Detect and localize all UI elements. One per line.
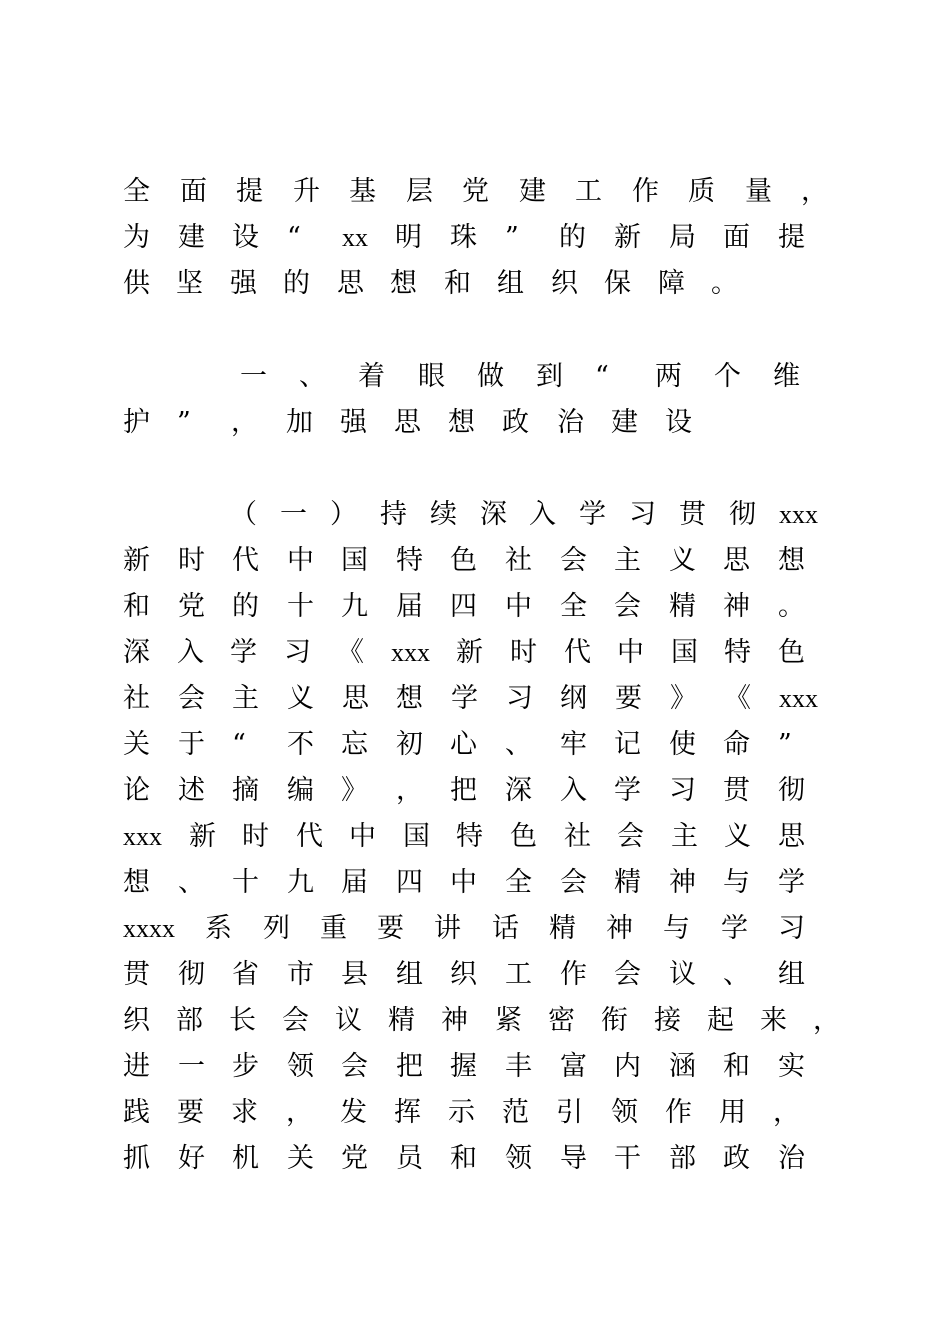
glyph: 强 [340,407,367,438]
glyph: ， [773,1097,800,1128]
glyph: 纲 [560,683,587,714]
glyph: 要 [615,683,642,714]
glyph: 精 [614,867,641,898]
glyph: 设 [665,407,692,438]
glyph: 、 [505,729,532,760]
glyph: 的 [559,222,586,253]
glyph: “ [595,361,609,392]
glyph: 时 [242,821,269,852]
glyph: 社 [564,821,591,852]
glyph: 牢 [560,729,587,760]
glyph: 彻 [178,959,205,990]
glyph: 组 [396,959,423,990]
body-line [0,725,950,765]
glyph: 和 [123,591,150,622]
glyph: 习 [284,637,311,668]
glyph: 一 [280,499,307,530]
glyph: 县 [341,959,368,990]
glyph: 来 [760,1005,787,1036]
glyph: 神 [441,1005,468,1036]
body-line [0,633,950,673]
glyph: ， [813,1005,840,1036]
latin-token: xxx [123,822,162,851]
glyph: 深 [123,637,150,668]
glyph: 国 [341,545,368,576]
glyph: 使 [669,729,696,760]
glyph: 、 [299,361,326,392]
glyph: 坚 [176,268,203,299]
glyph: 用 [719,1097,746,1128]
glyph: 色 [510,821,537,852]
glyph: 干 [614,1143,641,1174]
glyph: 政 [723,1143,750,1174]
glyph: ， [231,407,258,438]
glyph: 中 [617,637,644,668]
body-line [0,679,950,719]
glyph: 国 [671,637,698,668]
intro-line [0,218,950,258]
glyph: 全 [560,591,587,622]
glyph: 内 [614,1051,641,1082]
glyph: 全 [123,176,150,207]
glyph: 要 [177,1097,204,1128]
glyph: 局 [669,222,696,253]
glyph: 特 [456,821,483,852]
glyph: 系 [205,913,232,944]
glyph: 组 [497,268,524,299]
glyph: 引 [556,1097,583,1128]
glyph: 会 [560,545,587,576]
glyph: 会 [560,867,587,898]
glyph: 持 [380,499,407,530]
glyph: 思 [778,821,805,852]
glyph: 和 [723,1051,750,1082]
glyph: 领 [505,1143,532,1174]
glyph: 党 [462,176,489,207]
body-line [0,909,950,949]
glyph: 和 [450,1143,477,1174]
glyph: 抓 [123,1143,150,1174]
glyph: 设 [232,222,259,253]
glyph: 建 [611,407,638,438]
glyph: 作 [560,959,587,990]
latin-token: xx [342,223,368,252]
glyph: 贯 [723,775,750,806]
glyph: 眼 [418,361,445,392]
glyph: 接 [654,1005,681,1036]
body-line [0,1001,950,1041]
glyph: 习 [506,683,533,714]
glyph: 新 [123,545,150,576]
glyph: （ [230,499,257,530]
glyph: 不 [287,729,314,760]
glyph: 届 [396,591,423,622]
body-line [0,863,950,903]
glyph: 学 [451,683,478,714]
glyph: 时 [510,637,537,668]
glyph: 义 [669,545,696,576]
body-line [0,1047,950,1087]
glyph: 四 [450,591,477,622]
glyph: 特 [724,637,751,668]
latin-token: xxx [391,638,430,667]
glyph: 代 [232,545,259,576]
glyph: 织 [123,1005,150,1036]
glyph: 提 [236,176,263,207]
glyph: 思 [394,407,421,438]
glyph: 的 [283,268,310,299]
glyph: 把 [450,775,477,806]
glyph: 保 [604,268,631,299]
glyph: 示 [448,1097,475,1128]
body-line [0,587,950,627]
body-line [0,771,950,811]
glyph: 维 [773,361,800,392]
glyph: 想 [390,268,417,299]
glyph: 九 [287,867,314,898]
glyph: 践 [123,1097,150,1128]
glyph: 关 [287,1143,314,1174]
glyph: 党 [341,1143,368,1174]
glyph: 话 [492,913,519,944]
glyph: 关 [123,729,150,760]
glyph: 个 [714,361,741,392]
glyph: 《 [337,637,364,668]
glyph: 重 [320,913,347,944]
glyph: 编 [287,775,314,806]
glyph: 议 [335,1005,362,1036]
glyph: 讲 [434,913,461,944]
glyph: 省 [232,959,259,990]
glyph: 四 [396,867,423,898]
glyph: 会 [178,683,205,714]
glyph: 记 [614,729,641,760]
glyph: 紧 [495,1005,522,1036]
body-line [0,1093,950,1133]
glyph: 工 [575,176,602,207]
glyph: 发 [340,1097,367,1128]
glyph: 心 [450,729,477,760]
glyph: 的 [232,591,259,622]
section-heading-line [0,403,950,443]
glyph: ， [396,775,423,806]
glyph: 代 [296,821,323,852]
glyph: 。 [778,591,805,622]
glyph: 、 [178,867,205,898]
glyph: 贯 [679,499,706,530]
glyph: 学 [721,913,748,944]
glyph: 社 [505,545,532,576]
glyph: 步 [232,1051,259,1082]
glyph: 升 [293,176,320,207]
glyph: 入 [529,499,556,530]
glyph: 长 [229,1005,256,1036]
glyph: 丰 [505,1051,532,1082]
glyph: 时 [178,545,205,576]
glyph: 治 [778,1143,805,1174]
glyph: 要 [377,913,404,944]
glyph: 精 [669,591,696,622]
glyph: 国 [403,821,430,852]
glyph: 求 [231,1097,258,1128]
glyph: 新 [189,821,216,852]
glyph: 贯 [123,959,150,990]
glyph: 与 [663,913,690,944]
glyph: 会 [614,959,641,990]
glyph: 组 [778,959,805,990]
glyph: 实 [778,1051,805,1082]
body-line [0,495,950,535]
glyph: 好 [178,1143,205,1174]
glyph: 十 [287,591,314,622]
glyph: 为 [123,222,150,253]
glyph: 会 [282,1005,309,1036]
latin-token: xxxx [123,914,175,943]
glyph: 障 [658,268,685,299]
glyph: 初 [396,729,423,760]
glyph: 面 [180,176,207,207]
glyph: 述 [178,775,205,806]
glyph: 新 [456,637,483,668]
glyph: 工 [505,959,532,990]
glyph: 把 [396,1051,423,1082]
glyph: 命 [723,729,750,760]
glyph: 中 [505,591,532,622]
glyph: 彻 [729,499,756,530]
body-line [0,1139,950,1179]
glyph: 社 [123,683,150,714]
glyph: 特 [396,545,423,576]
glyph: 会 [341,1051,368,1082]
glyph: 市 [287,959,314,990]
glyph: ， [286,1097,313,1128]
glyph: 学 [579,499,606,530]
glyph: 与 [723,867,750,898]
glyph: 提 [778,222,805,253]
glyph: 中 [349,821,376,852]
glyph: 治 [557,407,584,438]
glyph: 一 [240,361,267,392]
glyph: 衔 [601,1005,628,1036]
latin-token: xxx [779,500,818,529]
glyph: 导 [560,1143,587,1174]
glyph: 挥 [394,1097,421,1128]
glyph: 续 [430,499,457,530]
glyph: 十 [232,867,259,898]
glyph: 神 [723,591,750,622]
glyph: 习 [778,913,805,944]
glyph: 摘 [232,775,259,806]
glyph: 面 [723,222,750,253]
section-heading-line [0,357,950,397]
glyph: 层 [406,176,433,207]
glyph: 想 [778,545,805,576]
body-line [0,955,950,995]
glyph: ” [778,729,792,760]
glyph: 政 [502,407,529,438]
glyph: 涵 [669,1051,696,1082]
glyph: 握 [450,1051,477,1082]
glyph: 着 [358,361,385,392]
glyph: 忘 [341,729,368,760]
glyph: 起 [707,1005,734,1036]
glyph: 主 [614,545,641,576]
glyph: 届 [341,867,368,898]
glyph: 入 [560,775,587,806]
glyph: 会 [614,591,641,622]
glyph: 质 [688,176,715,207]
glyph: 、 [723,959,750,990]
glyph: 代 [564,637,591,668]
glyph: 做 [477,361,504,392]
glyph: 主 [671,821,698,852]
glyph: 》 [670,683,697,714]
glyph: 思 [342,683,369,714]
intro-line [0,264,950,304]
glyph: 九 [341,591,368,622]
glyph: 和 [444,268,471,299]
glyph: 想 [396,683,423,714]
glyph: ） [330,499,357,530]
glyph: 作 [665,1097,692,1128]
glyph: 中 [450,867,477,898]
glyph: 入 [177,637,204,668]
glyph: 一 [178,1051,205,1082]
glyph: 建 [519,176,546,207]
glyph: 会 [617,821,644,852]
glyph: 强 [230,268,257,299]
glyph: 习 [669,775,696,806]
glyph: 色 [450,545,477,576]
glyph: 主 [232,683,259,714]
glyph: 想 [123,867,150,898]
glyph: 彻 [778,775,805,806]
glyph: 于 [178,729,205,760]
glyph: 论 [123,775,150,806]
glyph: 到 [536,361,563,392]
glyph: 建 [178,222,205,253]
glyph: 深 [480,499,507,530]
glyph: 议 [669,959,696,990]
glyph: 》 [341,775,368,806]
glyph: 学 [614,775,641,806]
glyph: 义 [724,821,751,852]
glyph: 色 [778,637,805,668]
glyph: ” [505,222,519,253]
glyph: 护 [123,407,150,438]
glyph: 思 [337,268,364,299]
glyph: 明 [395,222,422,253]
glyph: 珠 [450,222,477,253]
glyph: 列 [263,913,290,944]
glyph: 机 [232,1143,259,1174]
glyph: 加 [286,407,313,438]
glyph: 《 [724,683,751,714]
glyph: 织 [551,268,578,299]
glyph: 思 [723,545,750,576]
glyph: 织 [450,959,477,990]
glyph: 中 [287,545,314,576]
glyph: 习 [629,499,656,530]
body-line [0,541,950,581]
glyph: “ [232,729,246,760]
glyph: 新 [614,222,641,253]
glyph: 进 [123,1051,150,1082]
glyph: 领 [611,1097,638,1128]
glyph: 深 [505,775,532,806]
glyph: 部 [669,1143,696,1174]
glyph: 领 [287,1051,314,1082]
glyph: 作 [632,176,659,207]
glyph: “ [287,222,301,253]
intro-line [0,172,950,212]
glyph: 密 [548,1005,575,1036]
glyph: 供 [123,268,150,299]
latin-token: xxx [779,684,818,713]
glyph: 基 [349,176,376,207]
glyph: 学 [778,867,805,898]
glyph: 精 [388,1005,415,1036]
glyph: 富 [560,1051,587,1082]
glyph: ” [177,407,191,438]
glyph: 精 [549,913,576,944]
glyph: 神 [669,867,696,898]
glyph: 神 [606,913,633,944]
glyph: 。 [711,268,738,299]
glyph: 部 [176,1005,203,1036]
glyph: 学 [230,637,257,668]
glyph: 全 [505,867,532,898]
glyph: 量 [745,176,772,207]
glyph: 员 [396,1143,423,1174]
glyph: 想 [448,407,475,438]
glyph: 范 [502,1097,529,1128]
glyph: 两 [655,361,682,392]
glyph: 党 [178,591,205,622]
body-line [0,817,950,857]
glyph: 义 [287,683,314,714]
glyph: ， [801,176,828,207]
